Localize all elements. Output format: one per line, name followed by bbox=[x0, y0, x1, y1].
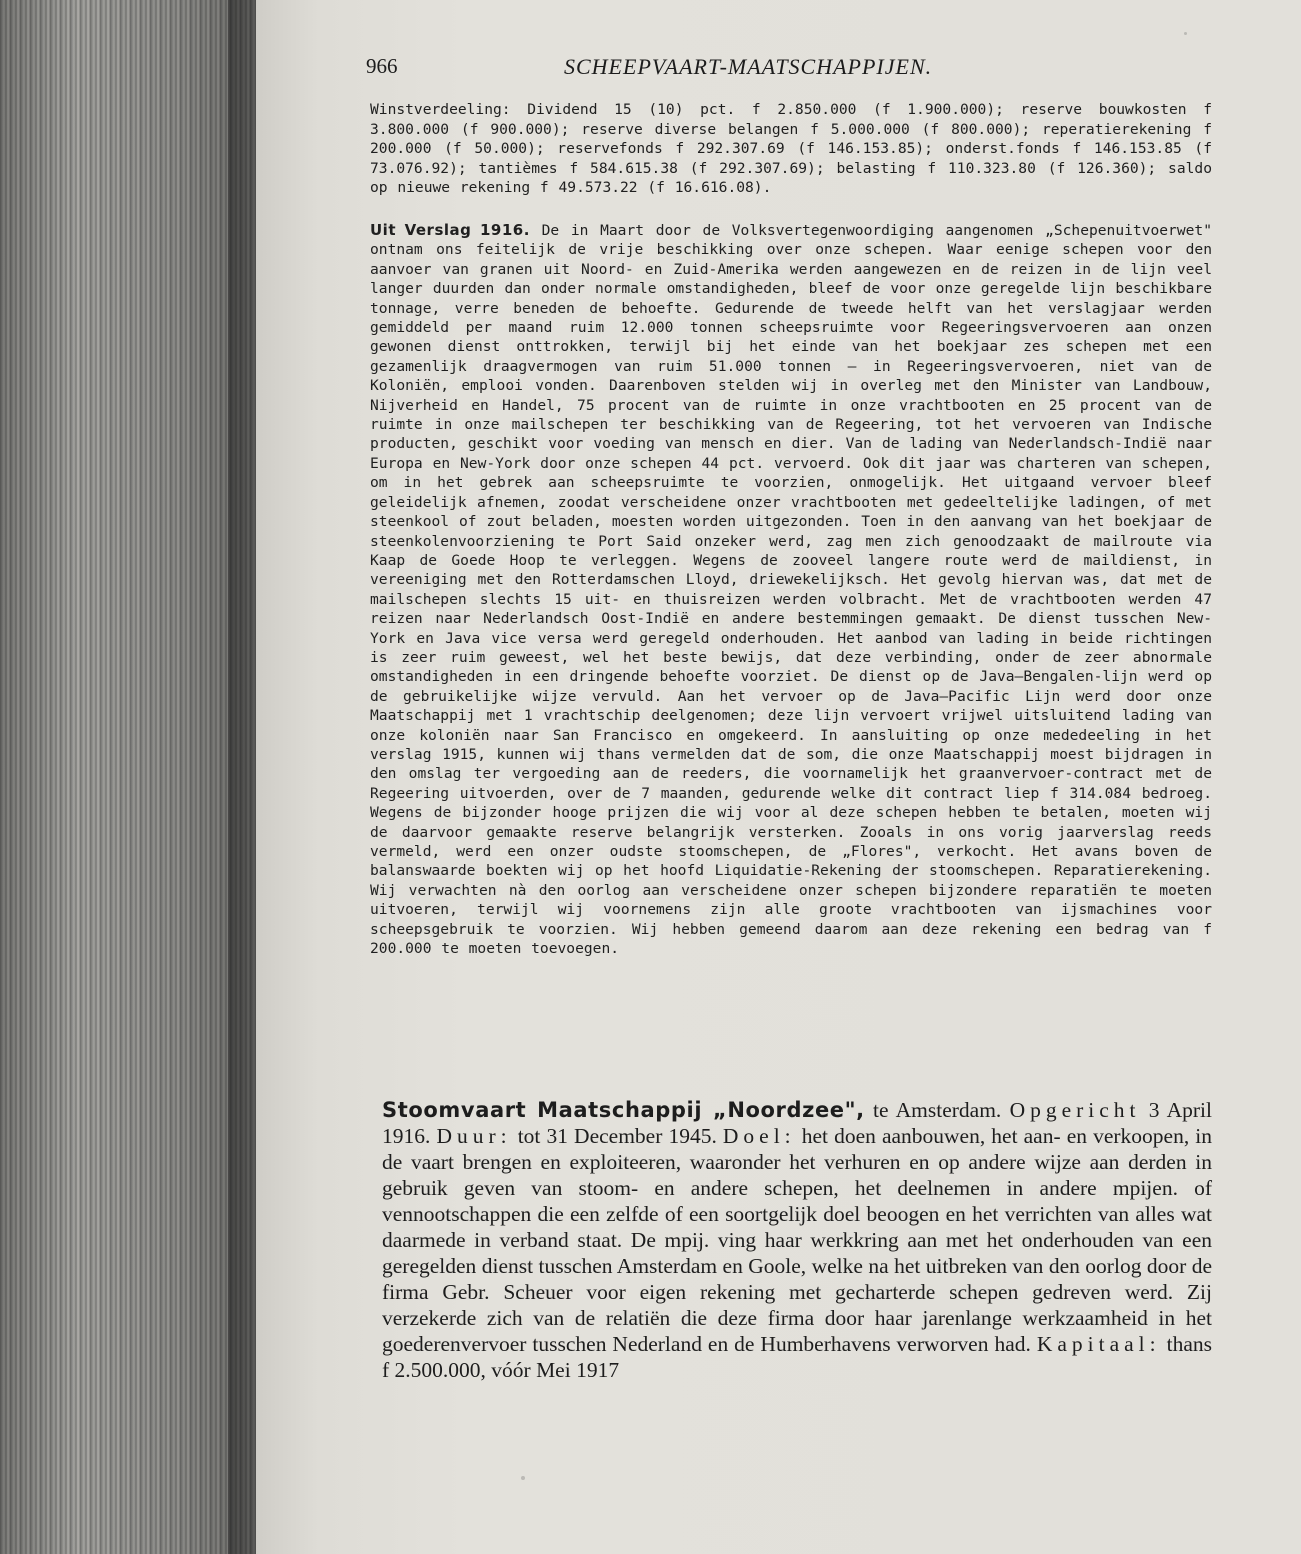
kapitaal-label: Kapitaal: bbox=[1036, 1332, 1161, 1356]
ink-speck bbox=[1184, 32, 1187, 35]
duur-value: tot 31 December 1945. bbox=[511, 1124, 723, 1148]
opgericht-label: Opgericht bbox=[1009, 1098, 1141, 1122]
report-heading: Uit Verslag 1916. bbox=[370, 221, 530, 239]
company-name: Stoomvaart Maatschappij „Noordzee", bbox=[382, 1098, 865, 1122]
book-page-edges bbox=[0, 0, 258, 1554]
page-number: 966 bbox=[366, 54, 398, 78]
doel-text: het doen aanbouwen, het aan- en verkoopen, in de vaart brengen en exploiteeren, waaronder het verhuren en op andere wijze aan derden in gebruik geven van stoom- en andere schepen, het deelnemen in andere mpijen. of vennootschappen die een zelfde of een soortgelijk doel beoogen en het verrichten van alles wat daarmede in verband staat. De mpij. ving haar werkkring aan met het onderhouden van een geregelden dienst tusschen Amsterdam en Goole, welke na het uitbreken van den oorlog door de firma Gebr. Scheuer voor eigen rekening met gecharterde schepen gedreven werd. Zij verzekerde zich van de relatiën die deze firma door haar jarenlange werkzaamheid in het goederenvervoer tusschen Nederland en de Humberhavens verworven had. bbox=[382, 1124, 1212, 1356]
kapitaal-value: thans f 2.500.000, vóór Mei 1917 bbox=[382, 1332, 1212, 1382]
company-location: te Amsterdam. bbox=[864, 1098, 1010, 1122]
running-title: SCHEEPVAART-MAATSCHAPPIJEN. bbox=[564, 54, 933, 79]
dividend-paragraph bbox=[370, 100, 1212, 198]
page-header bbox=[366, 54, 1236, 84]
doel-label: Doel: bbox=[722, 1124, 796, 1148]
book-page bbox=[256, 0, 1301, 1554]
ink-speck bbox=[521, 1476, 525, 1480]
opgericht-value: 3 April 1916. bbox=[382, 1098, 1212, 1148]
dividend-text: Winstverdeeling: Dividend 15 (10) pct. f 2.850.000 (f 1.900.000); reserve bouwkosten f 3.800.000 (f 900.000); reserve diverse belangen f 5.000.000 (f 800.000); reperatierekening f 200.000 (f 50.000); reservefonds f 292.307.69 (f 146.153.85); onderst.fonds f 146.153.85 (f 73.076.92); tantièmes f 584.615.38 (f 292.307.69); belasting f 110.323.80 (f 126.360); saldo op nieuwe rekening f 49.573.22 (f 16.616.08). bbox=[370, 101, 1212, 196]
report-text: De in Maart door de Volksvertegenwoordiging aangenomen „Schepenuitvoerwet" ontnam ons feitelijk de vrije beschikking over onze schepen. Waar eenige schepen voor den aanvoer van granen uit Noord- en Zuid-Amerika werden aangewezen en de reizen in de lijn veel langer duurden dan onder normale omstandigheden, bleef de voor onze geregelde lijn beschikbare tonnage, verre beneden de behoefte. Gedurende de tweede helft van het verslagjaar werden gemiddeld per maand ruim 12.000 tonnen scheepsruimte voor Regeeringsvervoeren aan onzen gewonen dienst onttrokken, terwijl bij het einde van het boekjaar zes schepen met een gezamenlijk draagvermogen van ruim 51.000 tonnen — in Regeeringsvervoeren, niet van de Koloniën, emplooi vonden. Daarenboven stelden wij in overleg met den Minister van Landbouw, Nijverheid en Handel, 75 procent van de ruimte in onze vrachtbooten en 25 procent van de ruimte in onze mailschepen ter beschikking van de Regeering, tot het vervoeren van Indische producten, geschikt voor voeding van mensch en dier. Van de lading van Nederlandsch-Indië naar Europa en New-York door onze schepen 44 pct. vervoerd. Ook dit jaar was charteren van schepen, om in het gebrek aan scheepsruimte te voorzien, onmogelijk. Het uitgaand vervoer bleef geleidelijk afnemen, zoodat verscheidene onzer vrachtbooten met gedeeltelijke ladingen, of met steenkool of zout beladen, moesten worden uitgezonden. Toen in den aanvang van het boekjaar de steenkolenvoorziening te Port Said onzeker werd, zag men zich genoodzaakt de mailroute via Kaap de Goede Hoop te verleggen. Wegens de zooveel langere route werd de maildienst, in vereeniging met den Rotterdamschen Lloyd, driewekelijksch. Het gevolg hiervan was, dat met de mailschepen slechts 15 uit- en thuisreizen werden volbracht. Met de vrachtbooten werden 47 reizen naar Nederlandsch Oost-Indië en andere bestemmingen gemaakt. De dienst tusschen New-York en Java vice versa werd geregeld onderhouden. Het aanbod van lading in beide richtingen is zeer ruim geweest, wel het beste bewijs, dat deze verbinding, onder de zeer abnormale omstandigheden in een dringende behoefte voorziet. De dienst op de Java—Bengalen-lijn werd op de gebruikelijke wijze vervuld. Aan het vervoer op de Java—Pacific Lijn werd door onze Maatschappij met 1 vrachtschip deelgenomen; deze lijn vervoert vrijwel uitsluitend lading van onze koloniën naar San Francisco en omgekeerd. In aansluiting op onze mededeeling in het verslag 1915, kunnen wij thans vermelden dat de som, die onze Maatschappij moest bijdragen in den omslag ter vergoeding aan de reeders, die voornamelijk het graanvervoer-contract met de Regeering uitvoerden, over de 7 maanden, gedurende welke dit contract liep f 314.084 bedroeg. Wegens de bijzonder hooge prijzen die wij voor al deze schepen hebben te betalen, moeten wij de daarvoor gemaakte reserve belangrijk versterken. Zooals in ons vorig jaarverslag reeds vermeld, werd een onzer oudste stoomschepen, de „Flores", verkocht. Het avans boven de balanswaarde boekten wij op het hoofd Liquidatie-Rekening der stoomschepen. Reparatierekening. Wij verwachten nà den oorlog aan verscheidene onzer schepen bijzondere reparatiën te moeten uitvoeren, terwijl wij voornemens zijn alle groote vrachtbooten van ijsmachines voor scheepsgebruik te voorzien. Wij hebben gemeend daarom aan deze rekening een bedrag van f 200.000 te moeten toevoegen. bbox=[370, 222, 1212, 958]
duur-label: Duur: bbox=[436, 1124, 512, 1148]
company-entry bbox=[382, 1097, 1212, 1383]
report-paragraph bbox=[370, 221, 1212, 958]
